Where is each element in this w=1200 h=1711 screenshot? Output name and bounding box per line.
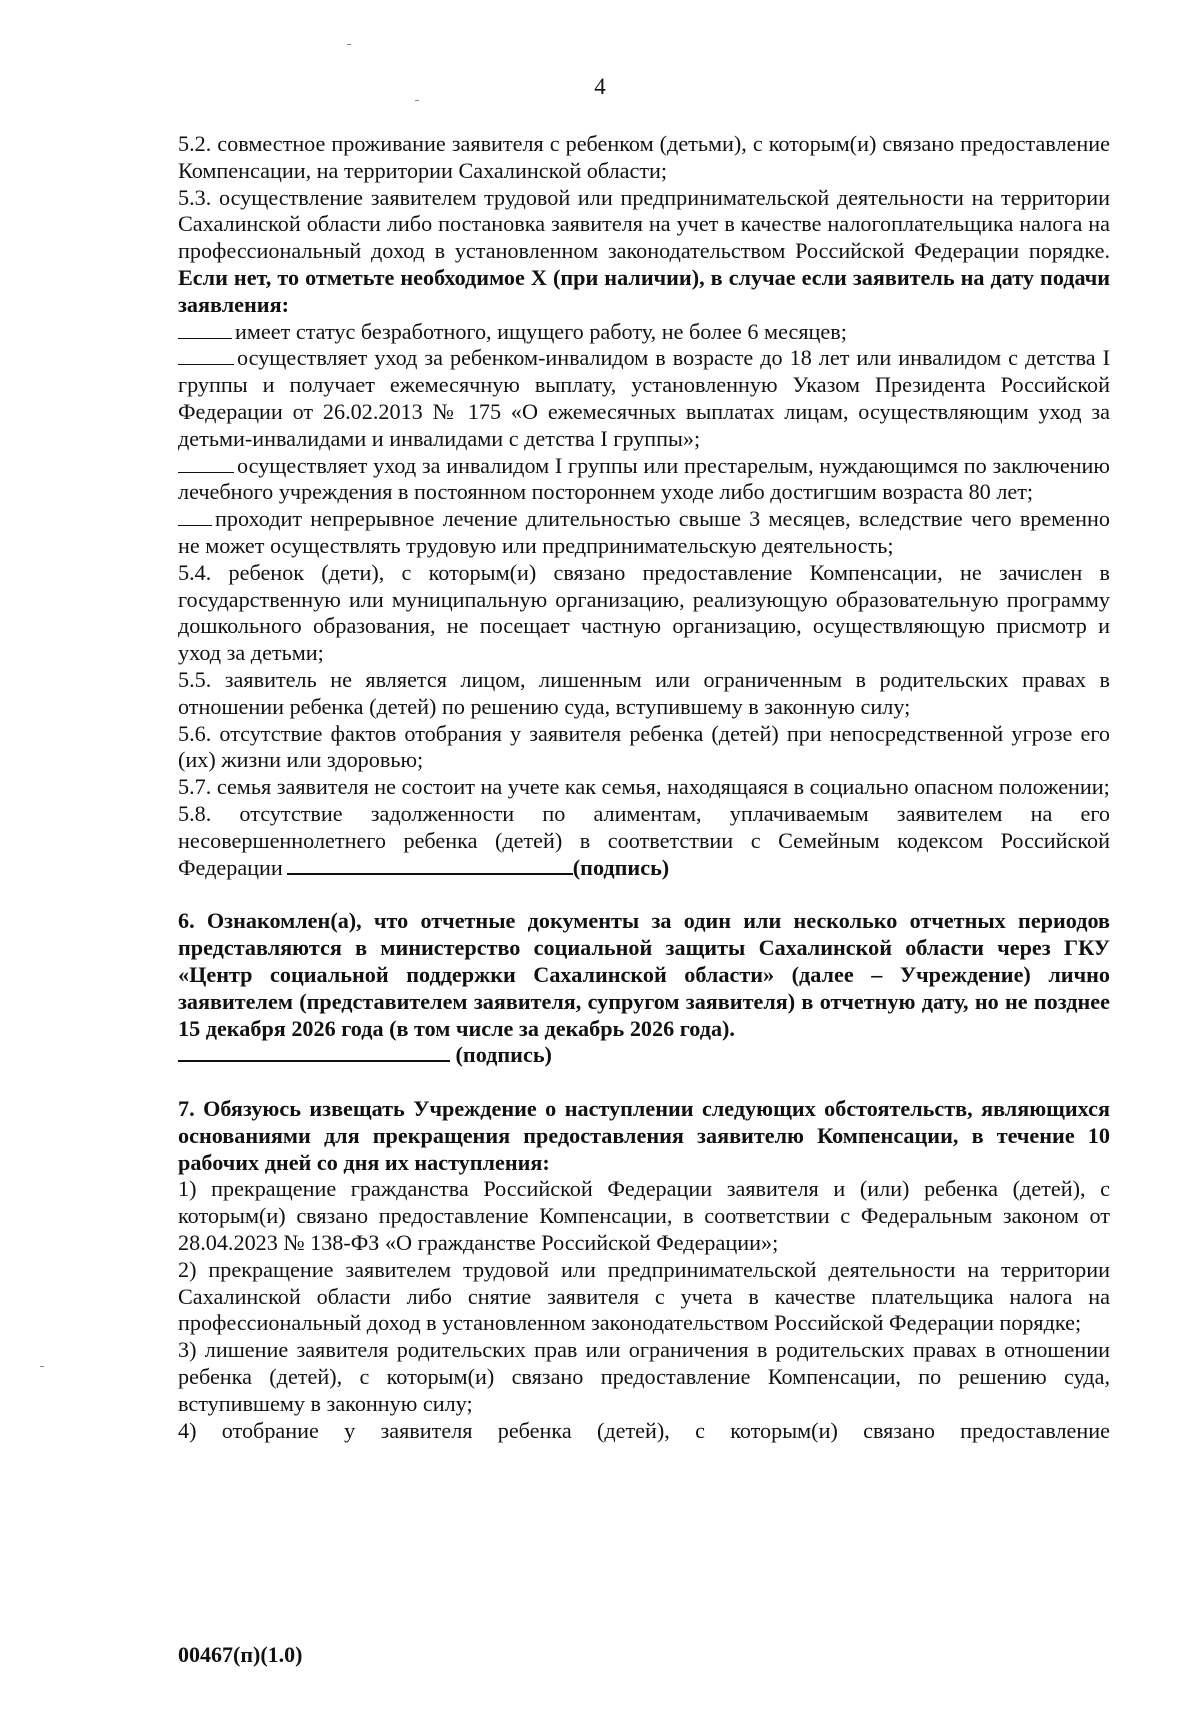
signature-label: (подпись) [455, 1042, 552, 1068]
document-code: 00467(п)(1.0) [178, 1642, 303, 1667]
option-disabled-child-care-text: осуществляет уход за ребенком-инвалидом в возрасте до 18 лет или инвалидом с детства I группы и получает ежемесячную выплату, установленную Указом Президента Российской Федерации от 26.02.2013 № 175 «О ежемесячных выплатах лицам, осуществляющим уход за детьми-инвалидами и инвалидами с детства I группы»; [178, 345, 1110, 451]
item-5-3-text: 5.3. осуществление заявителем трудовой или предпринимательской деятельности на территории Сахалинской области либо постановка заявителя на учет в качестве налогоплательщика налога на профессиональный доход в установленном законодательством Российской Федерации порядке. [178, 184, 1110, 264]
section-7-item-1: 1) прекращение гражданства Российской Федерации заявителя и (или) ребенка (детей), с которым(и) связано предоставление Компенсации, в соответствии с Федеральным законом от 28.04.2023 № 138-ФЗ «О гражданстве Российской Федерации»; [178, 1176, 1110, 1256]
item-5-6: 5.6. отсутствие фактов отобрания у заявителя ребенка (детей) при непосредственной угрозе его (их) жизни или здоровью; [178, 720, 1110, 773]
section-6: 6. Ознакомлен(а), что отчетные документы за один или несколько отчетных периодов представляются в министерство социальной защиты Сахалинской области через ГКУ «Центр социальной поддержки Сахалинской области» (далее – Учреждение) лично заявителем (представителем заявителя, супругом заявителя) в отчетную дату, но не позднее 15 декабря 2026 года (в том числе за декабрь 2026 года). [178, 908, 1110, 1041]
signature-line[interactable] [287, 855, 573, 875]
checkbox-blank[interactable] [178, 454, 234, 473]
item-5-2: 5.2. совместное проживание заявителя с ребенком (детьми), с которым(и) связано предоставление Компенсации, на территории Сахалинской области; [178, 131, 1110, 183]
item-5-3-instruction: Если нет, то отметьте необходимое X (при наличии), в случае если заявитель на дату подачи заявления: [178, 264, 1110, 317]
option-treatment-text: проходит непрерывное лечение длительностью свыше 3 месяцев, вследствие чего временно не может осуществлять трудовую или предпринимательскую деятельность; [178, 506, 1110, 558]
signature-label: (подпись) [572, 854, 670, 880]
item-5-8-text: 5.8. отсутствие задолженности по алиментам, уплачиваемым заявителем на его несовершеннолетнего ребенка (детей) в соответствии с Семейным кодексом Российской Федерации [178, 800, 1110, 880]
document-body [178, 131, 1110, 1471]
scan-speck [347, 44, 351, 45]
item-5-4: 5.4. ребенок (дети), с которым(и) связано предоставление Компенсации, не зачислен в государственную или муниципальную организацию, реализующую образовательную программу дошкольного образования, не посещает частную организацию, осуществляющую присмотр и уход за детьми; [178, 559, 1110, 666]
page-number: 4 [594, 74, 606, 99]
checkbox-blank[interactable] [178, 320, 232, 339]
option-elderly-care [178, 453, 1110, 507]
section-6-signature [178, 1042, 1110, 1069]
option-unemployed-text: имеет статус безработного, ищущего работу, не более 6 месяцев; [235, 318, 847, 344]
item-5-7: 5.7. семья заявителя не состоит на учете как семья, находящаяся в социально опасном положении; [178, 774, 1110, 800]
option-unemployed [178, 319, 1110, 346]
scan-speck [415, 100, 419, 101]
item-5-8 [178, 801, 1110, 881]
section-7-item-2: 2) прекращение заявителем трудовой или предпринимательской деятельности на территории Сахалинской области либо снятие заявителя с учета в качестве плательщика налога на профессиональный доход в установленном законодательством Российской Федерации порядке; [178, 1256, 1110, 1336]
option-disabled-child-care [178, 345, 1110, 452]
signature-line[interactable] [178, 1042, 450, 1062]
checkbox-blank[interactable] [178, 346, 234, 365]
option-treatment [178, 506, 1110, 560]
section-7-item-3: 3) лишение заявителя родительских прав или ограничения в родительских правах в отношении ребенка (детей), с которым(и) связано предоставление Компенсации, по решению суда, вступившему в законную силу; [178, 1337, 1110, 1416]
item-5-5: 5.5. заявитель не является лицом, лишенным или ограниченным в родительских правах в отношении ребенка (детей) по решению суда, вступившему в законную силу; [178, 666, 1110, 719]
option-elderly-care-text: осуществляет уход за инвалидом I группы или престарелым, нуждающимся по заключению лечебного учреждения в постоянном постороннем уходе либо достигшим возраста 80 лет; [178, 452, 1110, 505]
scan-speck [40, 1366, 44, 1367]
section-7-item-4: 4) отобрание у заявителя ребенка (детей), с которым(и) связано предоставление [178, 1417, 1110, 1443]
item-5-3 [178, 185, 1110, 319]
section-7-heading: 7. Обязуюсь извещать Учреждение о наступлении следующих обстоятельств, являющихся основаниями для прекращения предоставления заявителю Компенсации, в течение 10 рабочих дней со дня их наступления: [178, 1096, 1110, 1175]
checkbox-blank[interactable] [178, 507, 212, 526]
